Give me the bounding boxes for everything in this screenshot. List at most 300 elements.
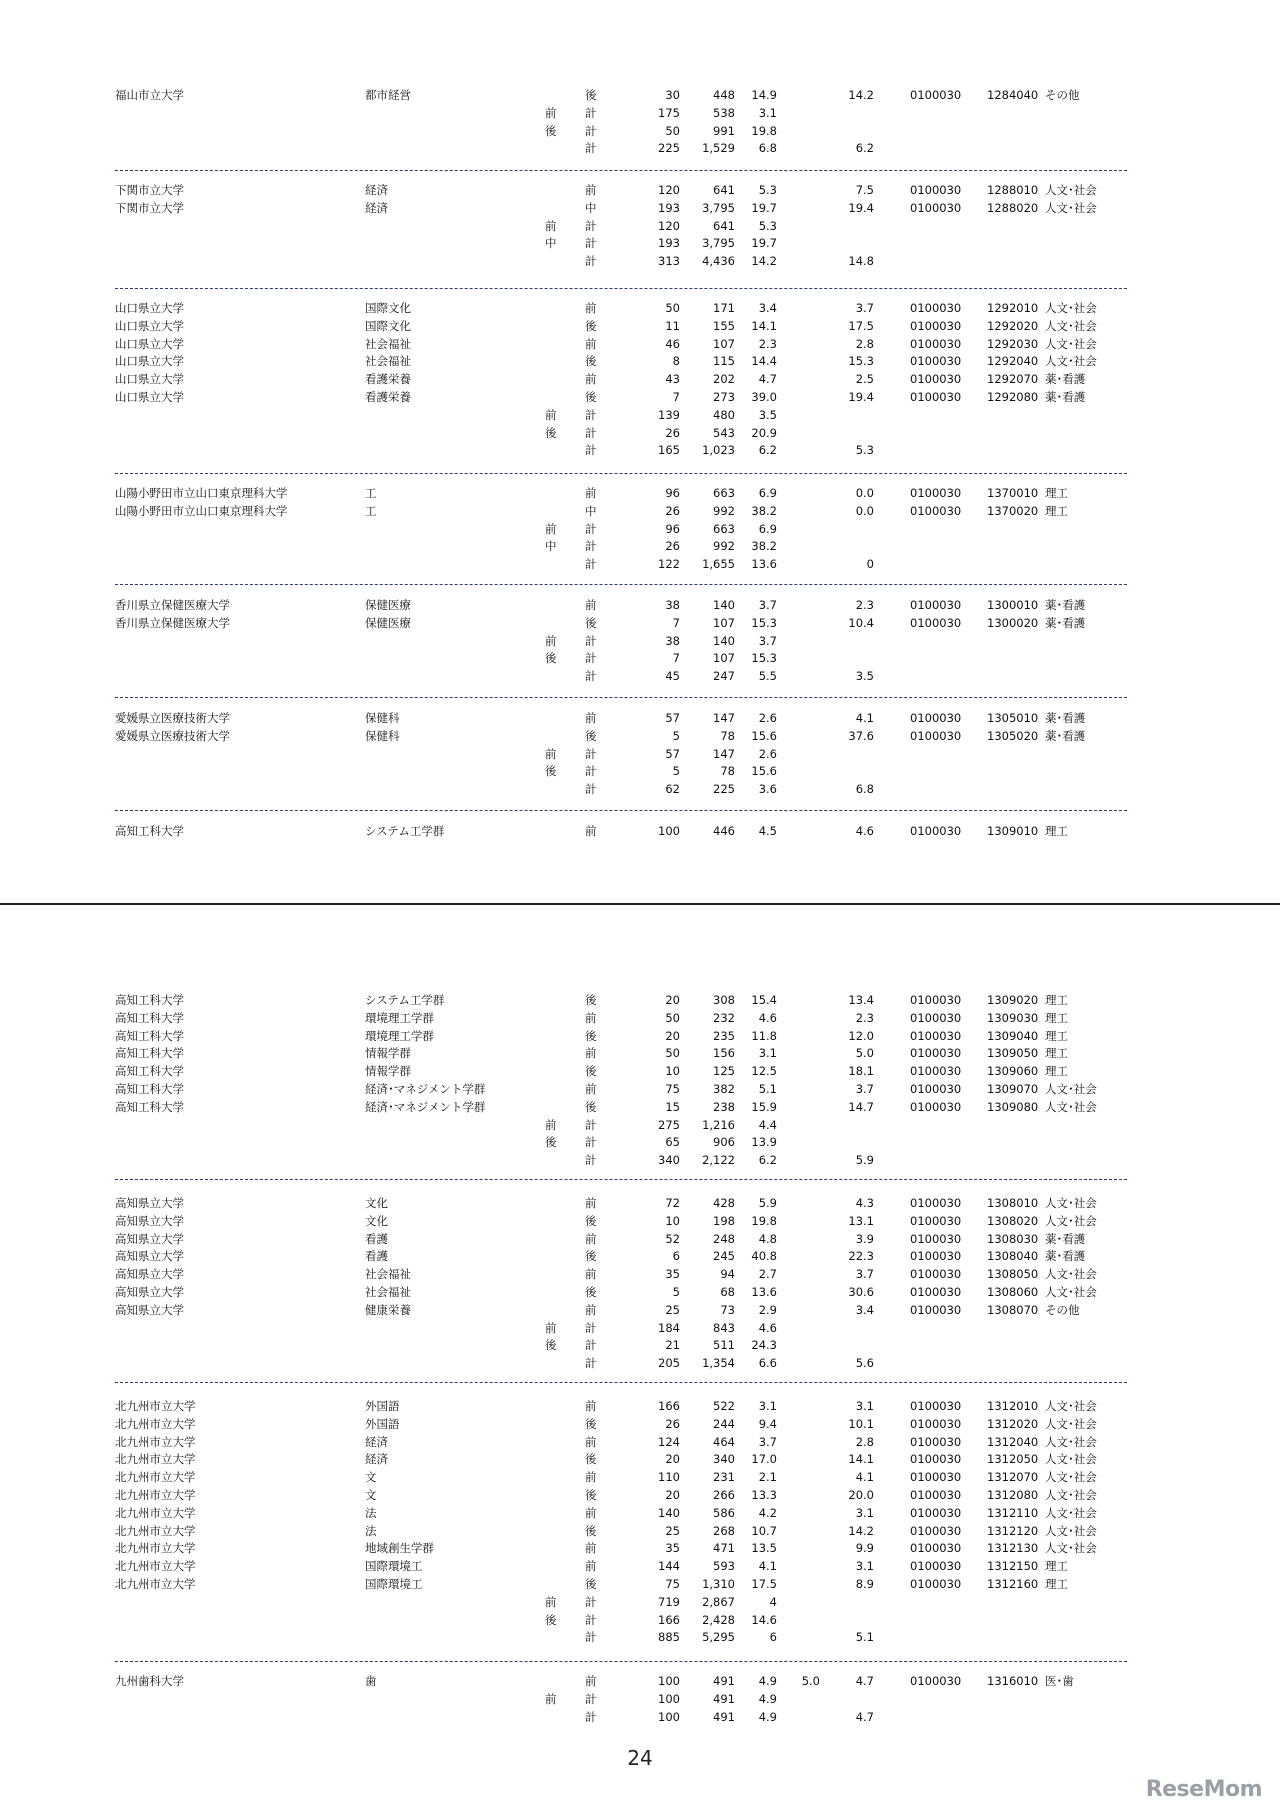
table-row	[0, 1194, 1280, 1212]
subtotal-marker: 計	[585, 1356, 597, 1371]
ratio: 4.6	[758, 1010, 777, 1025]
code-2: 1312020	[987, 1416, 1039, 1431]
table-row	[0, 1230, 1280, 1248]
quota: 20	[665, 1028, 680, 1043]
schedule: 前	[585, 1010, 597, 1025]
previous-ratio: 19.4	[848, 390, 874, 404]
university-name: 北九州市立大学	[115, 1523, 196, 1538]
quota: 26	[665, 503, 680, 518]
subtotal-marker: 計	[585, 746, 597, 761]
applicants: 4,436	[702, 254, 735, 269]
schedule: 前	[585, 1674, 597, 1688]
schedule: 前	[585, 1267, 597, 1282]
applicants: 593	[713, 1559, 735, 1574]
ratio: 4.9	[758, 1709, 777, 1724]
code-1: 0100030	[910, 1470, 962, 1485]
table-row	[0, 352, 1280, 370]
field: 理工	[1045, 1559, 1068, 1574]
ratio: 4.4	[758, 1117, 777, 1132]
schedule: 前	[585, 1046, 597, 1061]
table-row	[0, 299, 1280, 317]
ratio: 24.3	[751, 1338, 777, 1353]
code-1: 0100030	[910, 1249, 962, 1264]
code-2: 1288020	[987, 200, 1039, 215]
applicants: 340	[713, 1452, 735, 1467]
ratio: 6.8	[758, 141, 777, 156]
subtotal-row	[0, 1708, 1280, 1726]
table-row	[0, 1212, 1280, 1230]
ratio: 5.9	[758, 1196, 777, 1210]
ratio: 14.1	[751, 318, 777, 333]
previous-ratio: 5.1	[855, 1630, 874, 1645]
quota: 275	[658, 1117, 680, 1132]
faculty-name: 国際文化	[365, 301, 411, 315]
code-1: 0100030	[910, 1213, 962, 1228]
subtotal-label: 前	[545, 1691, 557, 1706]
table-row	[0, 502, 1280, 520]
field: 人文･社会	[1045, 301, 1097, 315]
subtotal-marker: 計	[585, 782, 597, 797]
applicants: 155	[713, 318, 735, 333]
subtotal-marker: 計	[585, 1135, 597, 1150]
quota: 193	[658, 200, 680, 215]
ratio: 3.1	[758, 105, 777, 120]
field: 人文･社会	[1045, 200, 1097, 215]
applicants: 78	[720, 764, 735, 779]
university-name: 高知県立大学	[115, 1249, 184, 1264]
quota: 38	[665, 633, 680, 648]
code-2: 1309010	[987, 824, 1039, 838]
quota: 62	[665, 782, 680, 797]
university-name: 愛媛県立医療技術大学	[115, 728, 230, 743]
subtotal-marker: 計	[585, 1153, 597, 1168]
faculty-name: 経済	[365, 1452, 388, 1467]
applicants: 1,216	[702, 1117, 735, 1132]
code-1: 0100030	[910, 1577, 962, 1591]
schedule: 後	[585, 390, 597, 404]
ratio: 3.4	[758, 301, 777, 315]
quota: 8	[672, 354, 680, 369]
applicants: 2,122	[702, 1153, 735, 1168]
ratio: 19.8	[751, 123, 777, 138]
field: 人文･社会	[1045, 1399, 1097, 1413]
code-2: 1292080	[987, 390, 1039, 404]
quota: 122	[658, 557, 680, 572]
university-name: 九州歯科大学	[115, 1674, 184, 1688]
subtotal-marker: 計	[585, 1117, 597, 1132]
ratio: 3.6	[758, 782, 777, 797]
subtotal-marker: 計	[585, 254, 597, 269]
field: 理工	[1045, 503, 1068, 518]
code-1: 0100030	[910, 1267, 962, 1282]
dashed-separator	[115, 584, 1127, 585]
ratio: 4.5	[758, 824, 777, 838]
quota: 184	[658, 1320, 680, 1335]
subtotal-row	[0, 632, 1280, 650]
code-1: 0100030	[910, 824, 962, 838]
ratio: 19.7	[751, 236, 777, 251]
subtotal-label: 後	[545, 1338, 557, 1353]
university-name: 山口県立大学	[115, 318, 184, 333]
university-name: 高知工科大学	[115, 1028, 184, 1043]
applicants: 147	[713, 746, 735, 761]
quota: 57	[665, 746, 680, 761]
applicants: 480	[713, 407, 735, 422]
previous-ratio: 30.6	[848, 1285, 874, 1299]
faculty-name: 社会福祉	[365, 1267, 411, 1282]
schedule: 後	[585, 88, 597, 102]
faculty-name: 文	[365, 1488, 377, 1502]
subtotal-row	[0, 520, 1280, 538]
ratio: 3.1	[758, 1046, 777, 1061]
schedule: 後	[585, 1028, 597, 1043]
subtotal-row	[0, 424, 1280, 442]
previous-ratio: 4.3	[855, 1196, 874, 1210]
previous-ratio: 14.1	[848, 1452, 874, 1467]
previous-ratio: 14.7	[848, 1099, 874, 1114]
code-1: 0100030	[910, 1416, 962, 1431]
field: 薬･看護	[1045, 372, 1086, 387]
quota: 6	[672, 1249, 680, 1264]
schedule: 後	[585, 728, 597, 743]
subtotal-marker: 計	[585, 218, 597, 233]
dashed-separator	[115, 697, 1127, 698]
applicants: 107	[713, 336, 735, 351]
ratio: 3.5	[758, 407, 777, 422]
subtotal-row	[0, 1319, 1280, 1337]
ratio: 14.6	[751, 1612, 777, 1627]
applicants: 5,295	[702, 1630, 735, 1645]
subtotal-row	[0, 217, 1280, 235]
ratio: 4.6	[758, 1320, 777, 1335]
schedule: 前	[585, 486, 597, 500]
faculty-name: 工	[365, 503, 377, 518]
university-name: 北九州市立大学	[115, 1434, 196, 1449]
code-2: 1370020	[987, 503, 1039, 518]
schedule: 後	[585, 1452, 597, 1467]
applicants: 448	[713, 88, 735, 102]
previous-ratio: 10.4	[848, 615, 874, 630]
code-2: 1312110	[987, 1505, 1039, 1520]
faculty-name: 国際文化	[365, 318, 411, 333]
faculty-name: 社会福祉	[365, 336, 411, 351]
subtotal-marker: 計	[585, 1709, 597, 1724]
quota: 15	[665, 1099, 680, 1114]
field: 理工	[1045, 486, 1068, 500]
university-name: 北九州市立大学	[115, 1470, 196, 1485]
quota: 885	[658, 1630, 680, 1645]
university-name: 北九州市立大学	[115, 1559, 196, 1574]
university-name: 北九州市立大学	[115, 1505, 196, 1520]
ratio: 13.3	[751, 1488, 777, 1502]
previous-ratio: 6.8	[855, 782, 874, 797]
field: その他	[1045, 88, 1080, 102]
table-row	[0, 1575, 1280, 1593]
ratio: 15.6	[751, 728, 777, 743]
university-name: 北九州市立大学	[115, 1488, 196, 1502]
ratio: 6	[769, 1630, 777, 1645]
schedule: 後	[585, 1285, 597, 1299]
university-name: 高知県立大学	[115, 1213, 184, 1228]
field: 人文･社会	[1045, 354, 1097, 369]
subtotal-marker: 計	[585, 407, 597, 422]
applicants: 308	[713, 993, 735, 1007]
code-2: 1312050	[987, 1452, 1039, 1467]
faculty-name: 保健医療	[365, 615, 411, 630]
faculty-name: 外国語	[365, 1399, 400, 1413]
field: 人文･社会	[1045, 1434, 1097, 1449]
subtotal-row	[0, 1116, 1280, 1134]
schedule: 前	[585, 1302, 597, 1317]
ratio: 15.4	[751, 993, 777, 1007]
university-name: 高知県立大学	[115, 1196, 184, 1210]
previous-ratio: 15.3	[848, 354, 874, 369]
ratio: 5.5	[758, 669, 777, 684]
quota: 5	[672, 764, 680, 779]
applicants: 94	[720, 1267, 735, 1282]
university-name: 北九州市立大学	[115, 1541, 196, 1556]
applicants: 992	[713, 503, 735, 518]
code-2: 1308050	[987, 1267, 1039, 1282]
previous-ratio: 9.9	[855, 1541, 874, 1556]
applicants: 543	[713, 425, 735, 440]
applicants: 464	[713, 1434, 735, 1449]
quota: 10	[665, 1064, 680, 1079]
code-1: 0100030	[910, 372, 962, 387]
code-2: 1312010	[987, 1399, 1039, 1413]
subtotal-marker: 計	[585, 633, 597, 648]
code-1: 0100030	[910, 503, 962, 518]
quota: 140	[658, 1505, 680, 1520]
applicants: 1,655	[702, 557, 735, 572]
code-2: 1309060	[987, 1064, 1039, 1079]
applicants: 586	[713, 1505, 735, 1520]
faculty-name: 地域創生学群	[365, 1541, 434, 1556]
applicants: 125	[713, 1064, 735, 1079]
code-1: 0100030	[910, 1196, 962, 1210]
subtotal-marker: 計	[585, 1594, 597, 1609]
field: 薬･看護	[1045, 1249, 1086, 1264]
table-row	[0, 1301, 1280, 1319]
applicants: 225	[713, 782, 735, 797]
faculty-name: システム工学群	[365, 993, 445, 1007]
code-2: 1308060	[987, 1285, 1039, 1299]
field: その他	[1045, 1302, 1080, 1317]
subtotal-marker: 計	[585, 1612, 597, 1627]
quota: 100	[658, 824, 680, 838]
table-row	[0, 1397, 1280, 1415]
previous-ratio: 4.1	[855, 1470, 874, 1485]
applicants: 202	[713, 372, 735, 387]
university-name: 北九州市立大学	[115, 1399, 196, 1413]
dashed-separator	[115, 1179, 1127, 1180]
field: 理工	[1045, 993, 1068, 1007]
university-name: 北九州市立大学	[115, 1452, 196, 1467]
code-2: 1312160	[987, 1577, 1039, 1591]
field: 人文･社会	[1045, 1285, 1097, 1299]
schedule: 後	[585, 1416, 597, 1431]
subtotal-row	[0, 252, 1280, 270]
ratio: 5.1	[758, 1082, 777, 1096]
quota: 26	[665, 425, 680, 440]
ratio: 6.2	[758, 443, 777, 458]
faculty-name: 文化	[365, 1196, 388, 1210]
subtotal-row	[0, 1628, 1280, 1646]
faculty-name: 文	[365, 1470, 377, 1485]
schedule: 後	[585, 1488, 597, 1502]
table-row	[0, 1486, 1280, 1504]
code-2: 1309050	[987, 1046, 1039, 1061]
quota: 5	[672, 1285, 680, 1299]
previous-ratio: 5.9	[855, 1153, 874, 1168]
faculty-name: 経済･マネジメント学群	[365, 1099, 486, 1114]
faculty-name: 情報学群	[365, 1046, 411, 1061]
faculty-name: 経済･マネジメント学群	[365, 1082, 486, 1096]
applicants: 428	[713, 1196, 735, 1210]
code-1: 0100030	[910, 1231, 962, 1246]
previous-ratio: 18.1	[848, 1064, 874, 1079]
quota: 10	[665, 1213, 680, 1228]
field: 人文･社会	[1045, 318, 1097, 333]
code-1: 0100030	[910, 486, 962, 500]
quota: 46	[665, 336, 680, 351]
dashed-separator	[115, 170, 1127, 171]
table-row	[0, 1539, 1280, 1557]
ratio: 4.2	[758, 1505, 777, 1520]
ratio: 6.6	[758, 1356, 777, 1371]
schedule: 前	[585, 1559, 597, 1574]
table-row	[0, 181, 1280, 199]
applicants: 140	[713, 598, 735, 612]
quota: 96	[665, 521, 680, 536]
previous-ratio: 3.7	[855, 1267, 874, 1282]
code-1: 0100030	[910, 1541, 962, 1556]
quota: 20	[665, 1488, 680, 1502]
schedule: 前	[585, 1082, 597, 1096]
applicants: 1,354	[702, 1356, 735, 1371]
code-1: 0100030	[910, 993, 962, 1007]
subtotal-marker: 計	[585, 141, 597, 156]
applicants: 238	[713, 1099, 735, 1114]
code-2: 1305010	[987, 711, 1039, 725]
quota: 50	[665, 123, 680, 138]
code-2: 1312120	[987, 1523, 1039, 1538]
schedule: 後	[585, 1213, 597, 1228]
applicants: 273	[713, 390, 735, 404]
table-row	[0, 1433, 1280, 1451]
ratio: 10.7	[751, 1523, 777, 1538]
table-row	[0, 317, 1280, 335]
previous-ratio: 4.7	[855, 1674, 874, 1688]
previous-ratio: 7.5	[855, 183, 874, 197]
ratio: 2.6	[758, 711, 777, 725]
applicants: 266	[713, 1488, 735, 1502]
ratio: 20.9	[751, 425, 777, 440]
ratio: 3.7	[758, 1434, 777, 1449]
field: 人文･社会	[1045, 336, 1097, 351]
previous-ratio: 4.1	[855, 711, 874, 725]
previous-ratio: 3.5	[855, 669, 874, 684]
quota: 100	[658, 1674, 680, 1688]
applicants: 538	[713, 105, 735, 120]
applicants: 641	[713, 183, 735, 197]
faculty-name: 環境理工学群	[365, 1028, 434, 1043]
ratio: 4.1	[758, 1559, 777, 1574]
faculty-name: システム工学群	[365, 824, 445, 838]
university-name: 山陽小野田市立山口東京理科大学	[115, 503, 288, 518]
subtotal-row	[0, 762, 1280, 780]
subtotal-label: 前	[545, 218, 557, 233]
table-row	[0, 596, 1280, 614]
subtotal-row	[0, 1593, 1280, 1611]
university-name: 高知工科大学	[115, 1064, 184, 1079]
ratio: 5.3	[758, 183, 777, 197]
quota: 75	[665, 1577, 680, 1591]
subtotal-marker: 計	[585, 521, 597, 536]
code-2: 1292040	[987, 354, 1039, 369]
applicants: 906	[713, 1135, 735, 1150]
university-name: 高知工科大学	[115, 1099, 184, 1114]
subtotal-row	[0, 667, 1280, 685]
code-1: 0100030	[910, 1302, 962, 1317]
field: 人文･社会	[1045, 1267, 1097, 1282]
subtotal-row	[0, 649, 1280, 667]
field: 薬･看護	[1045, 390, 1086, 404]
dashed-separator	[115, 810, 1127, 811]
code-2: 1312130	[987, 1541, 1039, 1556]
previous-ratio: 2.3	[855, 598, 874, 612]
university-name: 山口県立大学	[115, 354, 184, 369]
subtotal-label: 後	[545, 425, 557, 440]
previous-ratio: 3.1	[855, 1505, 874, 1520]
subtotal-row	[0, 745, 1280, 763]
field: 人文･社会	[1045, 1523, 1097, 1538]
table-row	[0, 1522, 1280, 1540]
ratio: 2.6	[758, 746, 777, 761]
schedule: 後	[585, 993, 597, 1007]
table-row	[0, 1672, 1280, 1690]
subtotal-row	[0, 1133, 1280, 1151]
university-name: 北九州市立大学	[115, 1577, 196, 1591]
subtotal-marker: 計	[585, 557, 597, 572]
code-1: 0100030	[910, 728, 962, 743]
previous-ratio: 3.4	[855, 1302, 874, 1317]
applicants: 471	[713, 1541, 735, 1556]
faculty-name: 社会福祉	[365, 354, 411, 369]
subtotal-row	[0, 122, 1280, 140]
applicants: 3,795	[702, 200, 735, 215]
page-number: 24	[627, 1746, 653, 1770]
schedule: 後	[585, 354, 597, 369]
quota: 35	[665, 1541, 680, 1556]
subtotal-label: 前	[545, 407, 557, 422]
subtotal-row	[0, 780, 1280, 798]
previous-ratio: 37.6	[848, 728, 874, 743]
ratio: 19.8	[751, 1213, 777, 1228]
quota: 11	[665, 318, 680, 333]
table-row	[0, 991, 1280, 1009]
field: 薬･看護	[1045, 1231, 1086, 1246]
code-2: 1309030	[987, 1010, 1039, 1025]
university-name: 山口県立大学	[115, 372, 184, 387]
subtotal-label: 後	[545, 764, 557, 779]
field: 薬･看護	[1045, 711, 1086, 725]
schedule: 後	[585, 1099, 597, 1114]
faculty-name: 環境理工学群	[365, 1010, 434, 1025]
table-row	[0, 1062, 1280, 1080]
code-2: 1312070	[987, 1470, 1039, 1485]
code-1: 0100030	[910, 1046, 962, 1061]
